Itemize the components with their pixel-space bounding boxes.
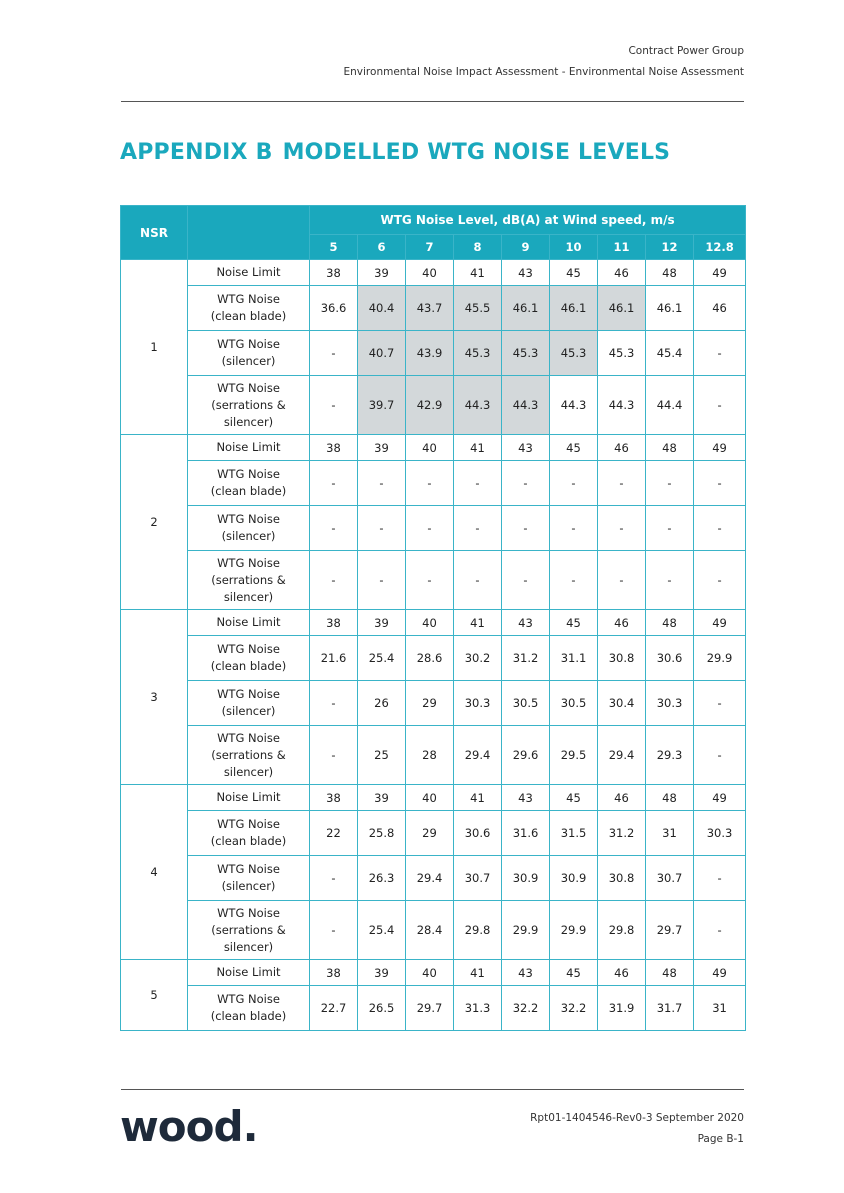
noise-value-cell: - [550,551,598,610]
page-title [120,140,670,165]
noise-value-cell: 45.3 [550,331,598,376]
noise-value-cell: 29.3 [646,726,694,785]
noise-value-cell: 46.1 [598,286,646,331]
row-label-line: WTG Noise [217,467,280,481]
table-row [121,286,746,331]
noise-value-cell: 31.1 [550,636,598,681]
table-row [121,811,746,856]
row-label [188,376,310,435]
row-label [188,901,310,960]
noise-value-cell: 32.2 [502,986,550,1031]
noise-value-cell: 44.4 [646,376,694,435]
noise-value-cell: 28.6 [406,636,454,681]
row-label-line: silencer) [223,589,274,604]
noise-value-cell: 40 [406,435,454,461]
wood-logo: wood. [120,1102,258,1151]
row-label-line: Noise Limit [216,965,281,979]
table-row [121,726,746,785]
noise-value-cell: 26 [358,681,406,726]
noise-value-cell: - [310,331,358,376]
noise-value-cell: 26.5 [358,986,406,1031]
row-label [188,506,310,551]
row-label-line: (clean blade) [210,1009,287,1023]
noise-value-cell: 39.7 [358,376,406,435]
noise-value-cell: - [694,901,746,960]
table-row [121,856,746,901]
noise-value-cell: 31.9 [598,986,646,1031]
noise-value-cell: 46 [694,286,746,331]
noise-value-cell: 30.6 [646,636,694,681]
table-row [121,376,746,435]
noise-value-cell: 32.2 [550,986,598,1031]
noise-value-cell: 46.1 [502,286,550,331]
row-label-line: WTG Noise [217,730,280,745]
noise-value-cell: 45.3 [454,331,502,376]
header-company: Contract Power Group [628,45,744,57]
row-label [188,960,310,986]
noise-value-cell: 38 [310,960,358,986]
row-label [188,986,310,1031]
noise-value-cell: 30.5 [502,681,550,726]
noise-value-cell: 38 [310,435,358,461]
table-row [121,785,746,811]
noise-value-cell: 49 [694,610,746,636]
noise-value-cell: 43 [502,435,550,461]
noise-value-cell: - [310,461,358,506]
noise-value-cell: - [646,461,694,506]
noise-value-cell: 43 [502,785,550,811]
row-label-line: (clean blade) [210,834,287,848]
noise-value-cell: 41 [454,785,502,811]
noise-value-cell: 29.7 [406,986,454,1031]
noise-value-cell: 40 [406,785,454,811]
row-label-line: WTG Noise [217,642,280,656]
noise-value-cell: - [502,551,550,610]
noise-value-cell: 38 [310,610,358,636]
row-label-line: (silencer) [221,529,276,543]
noise-value-cell: 36.6 [310,286,358,331]
noise-value-cell: 49 [694,960,746,986]
noise-value-cell: - [454,506,502,551]
row-label-line: silencer) [223,764,274,779]
row-label [188,856,310,901]
noise-value-cell: 28.4 [406,901,454,960]
noise-value-cell: 44.3 [502,376,550,435]
noise-value-cell: 40 [406,960,454,986]
noise-value-cell: - [646,551,694,610]
noise-value-cell: 31.6 [502,811,550,856]
noise-value-cell: 45 [550,435,598,461]
noise-value-cell: 40.7 [358,331,406,376]
row-label-line: WTG Noise [217,992,280,1006]
noise-value-cell: - [310,551,358,610]
noise-value-cell: 46 [598,435,646,461]
noise-value-cell: 29 [406,681,454,726]
noise-value-cell: 39 [358,785,406,811]
row-label-line: (serrations & [211,397,286,412]
noise-value-cell: 30.8 [598,856,646,901]
nsr-number: 4 [121,785,188,960]
noise-value-cell: 29.4 [406,856,454,901]
noise-value-cell: 30.8 [598,636,646,681]
row-label-line: (serrations & [211,747,286,762]
noise-value-cell: 30.7 [646,856,694,901]
noise-value-cell: 41 [454,610,502,636]
row-label-line: WTG Noise [217,337,280,351]
noise-value-cell: - [598,461,646,506]
table-row [121,260,746,286]
noise-value-cell: - [694,461,746,506]
table-row [121,551,746,610]
noise-value-cell: - [550,461,598,506]
noise-value-cell: 31.3 [454,986,502,1031]
noise-value-cell: 29.4 [454,726,502,785]
noise-value-cell: 30.2 [454,636,502,681]
noise-value-cell: 30.3 [454,681,502,726]
noise-value-cell: 45.4 [646,331,694,376]
noise-value-cell: 45.5 [454,286,502,331]
noise-value-cell: 41 [454,435,502,461]
noise-value-cell: - [454,551,502,610]
wind-speed-cell: 5 [310,235,358,260]
row-label-line: WTG Noise [217,687,280,701]
noise-value-cell: 30.3 [694,811,746,856]
row-label [188,636,310,681]
noise-value-cell: 46.1 [550,286,598,331]
noise-value-cell: - [406,506,454,551]
row-label [188,551,310,610]
noise-value-cell: - [694,726,746,785]
noise-value-cell: - [502,461,550,506]
noise-value-cell: 25.4 [358,901,406,960]
noise-value-cell: 30.7 [454,856,502,901]
noise-value-cell: - [310,901,358,960]
noise-value-cell: 40 [406,260,454,286]
report-reference: Rpt01-1404546-Rev0-3 September 2020 [530,1112,744,1124]
nsr-number: 5 [121,960,188,1031]
noise-value-cell: - [694,681,746,726]
noise-value-cell: 41 [454,960,502,986]
noise-value-cell: 31 [694,986,746,1031]
row-label-line: WTG Noise [217,817,280,831]
noise-value-cell: - [310,681,358,726]
noise-value-cell: 42.9 [406,376,454,435]
noise-value-cell: - [358,551,406,610]
noise-value-cell: 31.2 [598,811,646,856]
row-label [188,785,310,811]
appendix-label: APPENDIX B [120,140,273,165]
row-label-line: WTG Noise [217,862,280,876]
noise-value-cell: - [310,726,358,785]
table-row [121,435,746,461]
noise-value-cell: - [694,856,746,901]
nsr-number: 1 [121,260,188,435]
row-label-line: Noise Limit [216,440,281,454]
noise-value-cell: 29.9 [502,901,550,960]
wind-speed-cell: 8 [454,235,502,260]
noise-value-cell: - [694,551,746,610]
row-label-line: (clean blade) [210,484,287,498]
table-row [121,681,746,726]
noise-value-cell: 31 [646,811,694,856]
noise-value-cell: 43.7 [406,286,454,331]
table-row [121,610,746,636]
noise-value-cell: 45.3 [502,331,550,376]
noise-value-cell: 46.1 [646,286,694,331]
table-row [121,960,746,986]
noise-value-cell: 44.3 [598,376,646,435]
noise-value-cell: 43 [502,610,550,636]
noise-value-cell: 29 [406,811,454,856]
noise-value-cell: 49 [694,260,746,286]
noise-value-cell: 44.3 [454,376,502,435]
noise-value-cell: 43 [502,260,550,286]
noise-value-cell: 30.3 [646,681,694,726]
label-header-empty [188,206,310,260]
nsr-number: 3 [121,610,188,785]
noise-value-cell: - [310,506,358,551]
noise-value-cell: 29.9 [694,636,746,681]
header-row [121,206,746,235]
row-label-line: WTG Noise [217,555,280,570]
noise-value-cell: - [694,506,746,551]
noise-value-cell: 43.9 [406,331,454,376]
noise-value-cell: - [598,506,646,551]
nsr-number: 2 [121,435,188,610]
row-label-line: (serrations & [211,572,286,587]
row-label-line: Noise Limit [216,265,281,279]
noise-value-cell: - [358,461,406,506]
noise-value-cell: 41 [454,260,502,286]
row-label-line: silencer) [223,414,274,429]
row-label-line: Noise Limit [216,615,281,629]
noise-value-cell: 40 [406,610,454,636]
noise-value-cell: 30.6 [454,811,502,856]
row-label [188,726,310,785]
row-label [188,461,310,506]
noise-value-cell: - [694,331,746,376]
noise-value-cell: 48 [646,960,694,986]
noise-value-cell: 48 [646,260,694,286]
noise-value-cell: 29.8 [454,901,502,960]
noise-value-cell: 44.3 [550,376,598,435]
header-report-title: Environmental Noise Impact Assessment - Environmental Noise Assessment [343,66,744,78]
noise-value-cell: 39 [358,610,406,636]
noise-value-cell: 30.9 [502,856,550,901]
noise-value-cell: 39 [358,960,406,986]
noise-value-cell: 45.3 [598,331,646,376]
row-label-line: WTG Noise [217,512,280,526]
page-number: Page B-1 [697,1133,744,1145]
row-label [188,435,310,461]
appendix-name: MODELLED WTG NOISE LEVELS [282,140,671,165]
noise-value-cell: - [598,551,646,610]
noise-value-cell: 48 [646,785,694,811]
wind-speed-cell: 12.8 [694,235,746,260]
noise-value-cell: 39 [358,435,406,461]
noise-value-cell: - [550,506,598,551]
noise-value-cell: - [646,506,694,551]
noise-value-cell: 49 [694,435,746,461]
noise-value-cell: 38 [310,785,358,811]
row-label [188,331,310,376]
row-label-line: (clean blade) [210,309,287,323]
wind-speed-cell: 12 [646,235,694,260]
noise-value-cell: - [406,461,454,506]
noise-value-cell: - [454,461,502,506]
noise-value-cell: 46 [598,260,646,286]
noise-value-cell: 45 [550,785,598,811]
noise-value-cell: 45 [550,960,598,986]
noise-value-cell: 30.5 [550,681,598,726]
noise-value-cell: 22 [310,811,358,856]
noise-value-cell: 21.6 [310,636,358,681]
wind-speed-header: WTG Noise Level, dB(A) at Wind speed, m/s [310,206,746,235]
wind-speed-cell: 11 [598,235,646,260]
noise-value-cell: 29.9 [550,901,598,960]
noise-value-cell: 26.3 [358,856,406,901]
noise-value-cell: 31.5 [550,811,598,856]
row-label-line: Noise Limit [216,790,281,804]
wind-speed-cell: 9 [502,235,550,260]
noise-value-cell: 25 [358,726,406,785]
noise-value-cell: 49 [694,785,746,811]
noise-value-cell: 31.7 [646,986,694,1031]
row-label-line: WTG Noise [217,292,280,306]
table-row [121,506,746,551]
table-row [121,461,746,506]
noise-value-cell: 46 [598,610,646,636]
noise-value-cell: 31.2 [502,636,550,681]
noise-value-cell: 43 [502,960,550,986]
noise-value-cell: 39 [358,260,406,286]
footer-divider [121,1089,744,1090]
row-label [188,286,310,331]
noise-value-cell: 29.8 [598,901,646,960]
noise-value-cell: 29.7 [646,901,694,960]
wind-speed-cell: 6 [358,235,406,260]
noise-value-cell: 46 [598,785,646,811]
noise-value-cell: 48 [646,610,694,636]
nsr-header: NSR [121,206,188,260]
noise-value-cell: 25.8 [358,811,406,856]
noise-value-cell: 29.4 [598,726,646,785]
wind-speed-cell: 7 [406,235,454,260]
row-label [188,681,310,726]
noise-value-cell: 29.6 [502,726,550,785]
noise-value-cell: - [358,506,406,551]
noise-value-cell: 22.7 [310,986,358,1031]
noise-value-cell: 45 [550,260,598,286]
noise-value-cell: 38 [310,260,358,286]
row-label-line: (silencer) [221,879,276,893]
noise-value-cell: 25.4 [358,636,406,681]
row-label-line: (clean blade) [210,659,287,673]
row-label-line: silencer) [223,939,274,954]
row-label-line: (serrations & [211,922,286,937]
table-row [121,331,746,376]
table-row [121,986,746,1031]
noise-value-cell: 28 [406,726,454,785]
wind-speed-cell: 10 [550,235,598,260]
row-label-line: WTG Noise [217,905,280,920]
noise-value-cell: 46 [598,960,646,986]
row-label [188,610,310,636]
noise-value-cell: - [502,506,550,551]
header-divider [121,101,744,102]
noise-value-cell: - [406,551,454,610]
noise-value-cell: - [310,376,358,435]
table-row [121,636,746,681]
noise-levels-table [120,205,746,1031]
noise-value-cell: - [310,856,358,901]
noise-value-cell: 30.9 [550,856,598,901]
row-label-line: (silencer) [221,354,276,368]
noise-value-cell: - [694,376,746,435]
row-label-line: WTG Noise [217,380,280,395]
row-label [188,811,310,856]
table-row [121,901,746,960]
row-label [188,260,310,286]
noise-value-cell: 40.4 [358,286,406,331]
noise-value-cell: 45 [550,610,598,636]
noise-value-cell: 30.4 [598,681,646,726]
noise-value-cell: 48 [646,435,694,461]
row-label-line: (silencer) [221,704,276,718]
noise-value-cell: 29.5 [550,726,598,785]
